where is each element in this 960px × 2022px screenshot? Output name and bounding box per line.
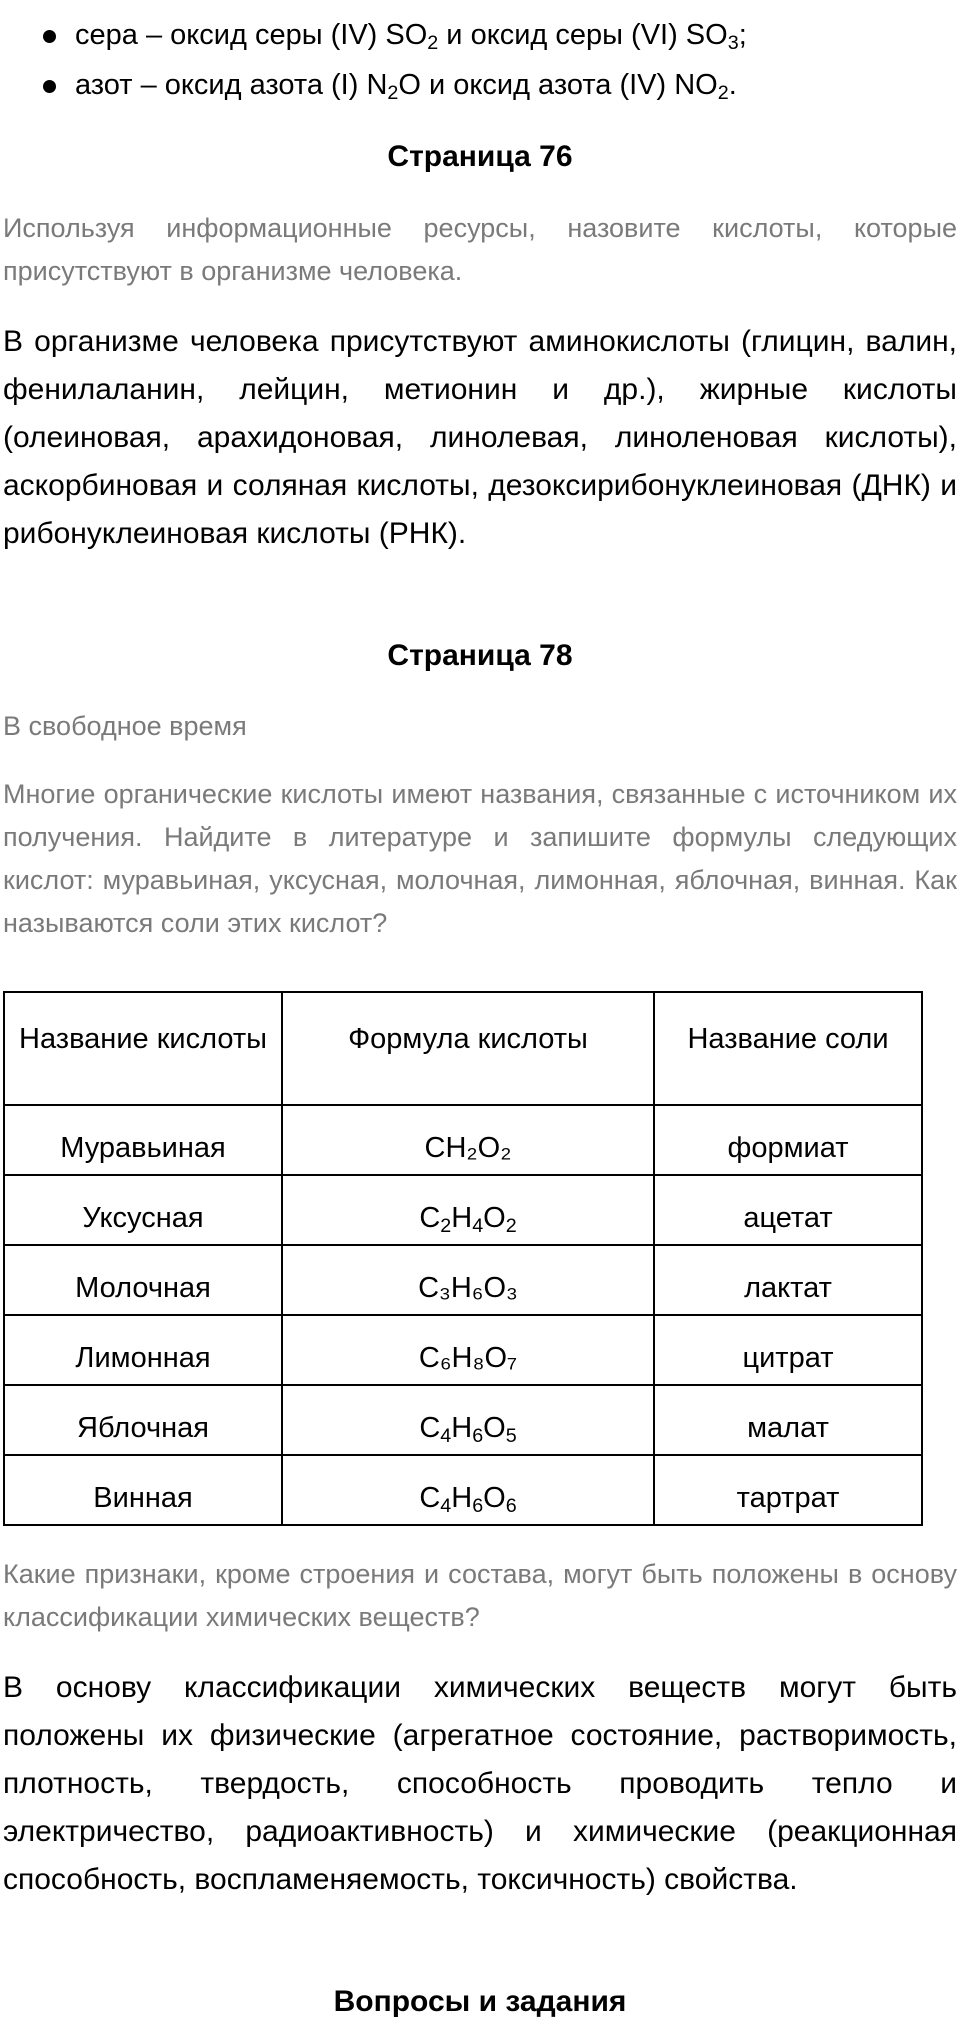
table-row	[4, 1105, 922, 1175]
answer-classification: В основу классификации химических веществ могут быть положены их физические (агрегатное состояние, растворимость, плотность, твердость, способность проводить тепло и электричество, радиоактивность) и химические (реакционная способность, воспламеняемость, токсичность) свойства.	[3, 1671, 957, 1896]
question-acids-in-body: Используя информационные ресурсы, назовите кислоты, которые присутствуют в организме человека.	[3, 213, 957, 286]
questions-tasks-heading: Вопросы и задания	[333, 1985, 627, 2018]
acid-name-cell: Лимонная	[4, 1315, 282, 1385]
header-acid-formula: Формула кислоты	[282, 992, 654, 1105]
answer-acids-in-body: В организме человека присутствуют аминокислоты (глицин, валин, фенилаланин, лейцин, метионин и др.), жирные кислоты (олеиновая, арахидоновая, линолевая, линоленовая кислоты), аскорбиновая и соляная кислоты, дезоксирибонуклеиновая (ДНК) и рибонуклеиновая кислоты (РНК).	[3, 325, 957, 550]
acid-name-cell: Яблочная	[4, 1385, 282, 1455]
table-row	[4, 1455, 922, 1525]
salt-name-cell: тартрат	[654, 1455, 922, 1525]
salt-name-cell: малат	[654, 1385, 922, 1455]
acid-formula-cell: C₆H₈O₇	[282, 1315, 654, 1385]
question-classification: Какие признаки, кроме строения и состава, могут быть положены в основу классификации химических веществ?	[3, 1559, 957, 1632]
acid-formula-cell: C₃H₆O₃	[282, 1245, 654, 1315]
oxide-bullet-list	[3, 10, 957, 110]
header-salt-name: Название соли	[654, 992, 922, 1105]
table-row	[4, 1175, 922, 1245]
salt-name-cell: формиат	[654, 1105, 922, 1175]
acids-table	[3, 991, 923, 1526]
table-header-row	[4, 992, 922, 1105]
table-row	[4, 1315, 922, 1385]
salt-name-cell: ацетат	[654, 1175, 922, 1245]
acid-name-cell: Молочная	[4, 1245, 282, 1315]
acid-formula-cell: $C_4H_6O_5$	[282, 1385, 654, 1455]
salt-name-cell: цитрат	[654, 1315, 922, 1385]
bullet-item-sulfur: сера – оксид серы (IV) $SO_2$ и оксид серы (VI) $SO_3$;	[3, 10, 957, 60]
question-organic-acids: Многие органические кислоты имеют названия, связанные с источником их получения. Найдите в литературе и запишите формулы следующих кислот: муравьиная, уксусная, молочная, лимонная, яблочная, винная. Как называются соли этих кислот?	[3, 779, 957, 938]
salt-name-cell: лактат	[654, 1245, 922, 1315]
table-row	[4, 1245, 922, 1315]
bullet-item-nitrogen: азот – оксид азота (I) $N_2O$ и оксид азота (IV) $NO_2$.	[3, 60, 957, 110]
acid-name-cell: Муравьиная	[4, 1105, 282, 1175]
page-76-heading: Страница 76	[387, 140, 573, 173]
free-time-subheading: В свободное время	[3, 711, 247, 741]
acid-name-cell: Уксусная	[4, 1175, 282, 1245]
page-78-heading: Страница 78	[387, 639, 573, 672]
table-row	[4, 1385, 922, 1455]
acid-formula-cell: $C_2H_4O_2$	[282, 1175, 654, 1245]
acid-formula-cell: CH₂O₂	[282, 1105, 654, 1175]
acid-name-cell: Винная	[4, 1455, 282, 1525]
acid-formula-cell: $C_4H_6O_6$	[282, 1455, 654, 1525]
header-acid-name: Название кислоты	[4, 992, 282, 1105]
